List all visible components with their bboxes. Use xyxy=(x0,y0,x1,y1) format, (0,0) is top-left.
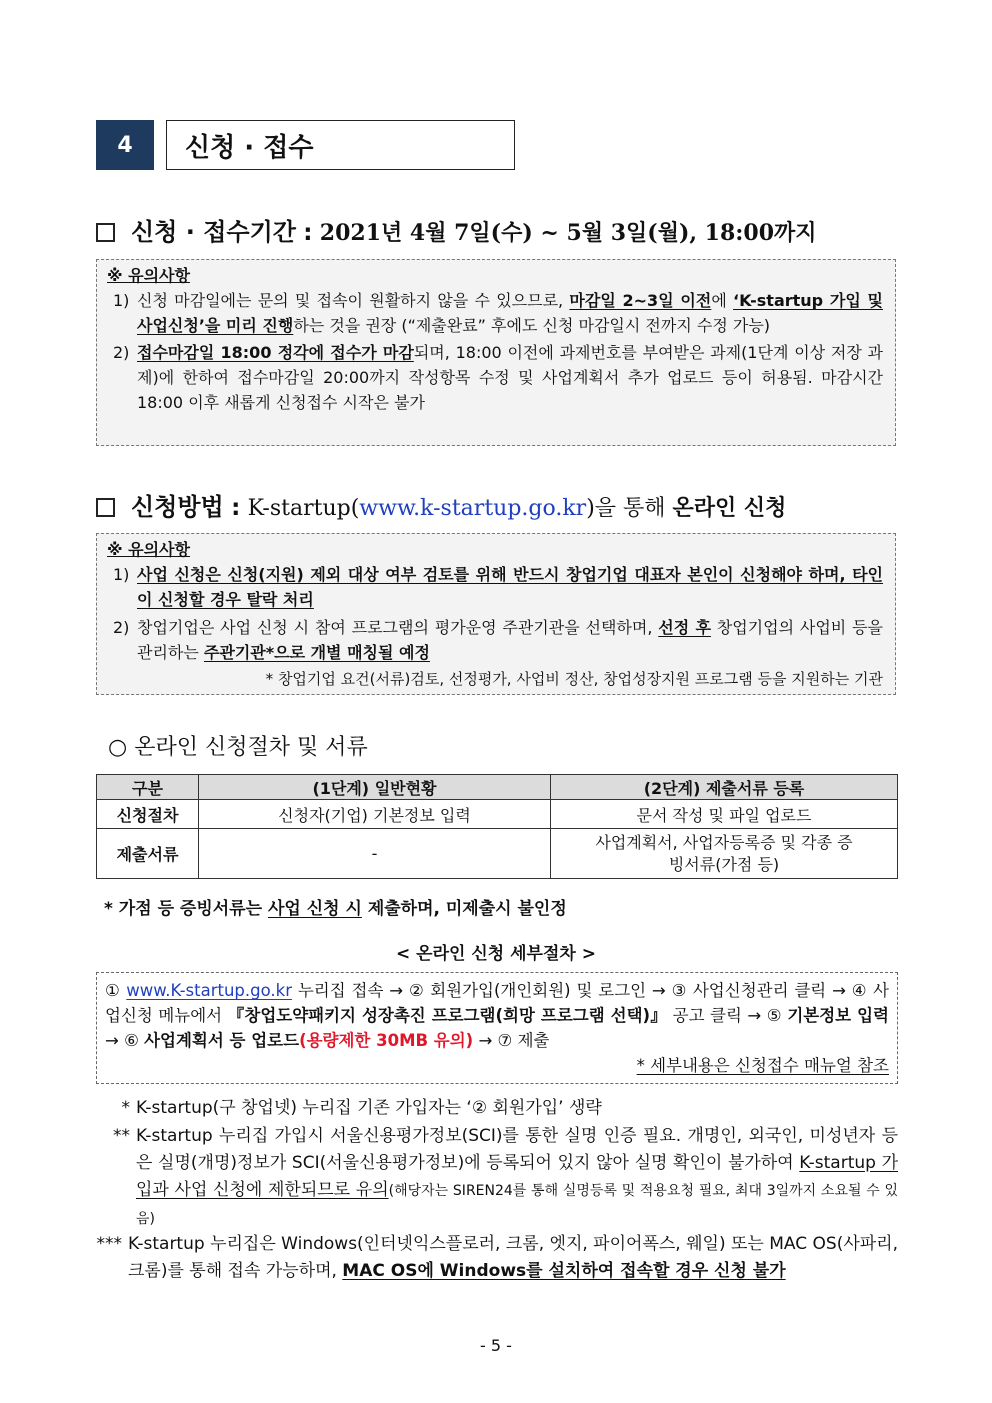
table-row xyxy=(97,800,898,829)
table-cell: 신청절차 xyxy=(97,800,199,829)
section-number: 4 xyxy=(96,120,154,170)
item-text-plain: 창업기업은 사업 신청 시 참여 프로그램의 평가운영 주관기관을 선택하며, xyxy=(137,618,659,637)
period-heading xyxy=(96,212,817,247)
footnote-text xyxy=(128,1231,898,1285)
page-number: - 5 - xyxy=(480,1336,512,1355)
table-header: (2단계) 제출서류 등록 xyxy=(551,775,898,800)
period-value: 2021년 4월 7일(수) ~ 5월 3일(월), 18:00까지 xyxy=(319,220,817,246)
steps-title: < 온라인 신청 세부절차 > xyxy=(396,944,596,964)
item-number: 1) xyxy=(113,291,130,310)
footnote-mark: ** xyxy=(113,1126,130,1146)
table-cell: - xyxy=(199,829,551,879)
checkbox-square-icon xyxy=(96,223,115,242)
footnote-plain: K-startup 누리집 가입시 서울신용평가정보(SCI)를 통한 실명 인증 필요. 개명인, 외국인, 미성년자 등은 실명(개명)정보가 SCI(서울신용평가정보)에 등록되어 있지 않아 실명 확인이 불가하여 xyxy=(136,1126,898,1173)
item-text xyxy=(137,340,883,415)
procedure-table xyxy=(96,774,898,879)
item-number: 2) xyxy=(113,618,130,637)
method-site-suffix: )을 통해 xyxy=(586,496,673,521)
item-text xyxy=(137,288,883,338)
steps-plain: 누리집 접속 → ② 회원가입(개인회원) 및 로그인 → ③ 사업신청관리 클릭 → ④ 사업신청 메뉴에서 xyxy=(105,981,889,1025)
notice-item xyxy=(107,562,883,612)
table-cell: 문서 작성 및 파일 업로드 xyxy=(551,800,898,829)
footnote-text: K-startup(구 창업넷) 누리집 기존 가입자는 ‘② 회원가입’ 생략 xyxy=(136,1098,602,1118)
program-name: 『창업도약패키지 성장촉진 프로그램(희망 프로그램 선택)』 xyxy=(227,1006,668,1025)
steps-reference xyxy=(105,1053,889,1078)
notice-footnote: * 창업기업 요건(서류)검토, 선정평가, 사업비 정산, 창업성장지원 프로그램 등을 지원하는 기관 xyxy=(265,670,883,688)
restriction-emphasis: K-startup 가입과 사업 신청에 제한되므로 유의 xyxy=(136,1153,898,1200)
item-number: 1) xyxy=(113,565,130,584)
steps-plain: → ⑦ 제출 xyxy=(473,1031,550,1050)
mac-restriction-emphasis: MAC OS에 Windows를 설치하여 접속할 경우 신청 불가 xyxy=(342,1261,786,1281)
notice-item xyxy=(107,340,883,415)
method-heading xyxy=(96,487,786,522)
checkbox-square-icon xyxy=(96,498,115,517)
period-label: 신청 · 접수기간 xyxy=(131,218,296,246)
table-header: (1단계) 일반현황 xyxy=(199,775,551,800)
item-text-plain: 신청 마감일에는 문의 및 접속이 원활하지 않을 수 있으므로, xyxy=(137,291,570,310)
deadline-emphasis: 마감일 2~3일 이전 xyxy=(569,291,712,310)
k-startup-link[interactable]: www.k-startup.go.kr xyxy=(359,496,587,521)
notice-box-period xyxy=(96,259,896,446)
footnote-mark: * xyxy=(121,1098,130,1118)
footnote-mark: *** xyxy=(96,1234,122,1254)
table-cell: 사업계획서, 사업자등록증 및 각종 증빙서류(가점 등) xyxy=(551,829,898,879)
evidence-note-pre: * 가점 등 증빙서류는 xyxy=(104,899,268,919)
k-startup-url-link[interactable]: www.K-startup.go.kr xyxy=(126,981,292,1000)
footnote-plain: K-startup 누리집은 Windows(인터넷익스플로러, 크롬, 엣지, 파이어폭스, 웨일) 또는 MAC OS(사파리, 크롬)를 통해 접속 가능하며, xyxy=(128,1234,898,1281)
item-text-plain: 되며, 18:00 이전에 과제번호를 부여받은 과제(1단계 이상 저장 과제)에 한하여 접수마감일 20:00까지 작성항목 수정 및 사업계획서 추가 업로드 등이 허용됨. 마감시간 18:00 이후 새롭게 신청접수 시작은 불가 xyxy=(137,343,883,412)
table-header-row xyxy=(97,775,898,800)
table-row xyxy=(97,829,898,879)
steps-plain: 공고 클릭 → ⑤ xyxy=(667,1006,788,1025)
footnote-2 xyxy=(104,1123,898,1233)
notice-item xyxy=(107,288,883,338)
steps-box xyxy=(96,972,898,1084)
evidence-note xyxy=(104,894,567,919)
manual-reference: * 세부내용은 신청접수 매뉴얼 참조 xyxy=(636,1056,889,1075)
steps-text xyxy=(105,978,889,1053)
closing-emphasis: 접수마감일 18:00 정각에 접수가 마감 xyxy=(137,343,414,362)
method-label: 신청방법 xyxy=(131,493,224,521)
basic-info-step: 기본정보 입력 xyxy=(787,1006,889,1025)
notice-item xyxy=(107,615,883,665)
evidence-note-post: 제출하며, 미제출시 불인정 xyxy=(361,899,567,919)
section-title: 신청 · 접수 xyxy=(166,120,515,170)
item-text xyxy=(137,615,883,665)
applicant-emphasis: 사업 신청은 신청(지원) 제외 대상 여부 검토를 위해 반드시 창업기업 대표자 본인이 신청해야 하며, 타인이 신청할 경우 탈락 처리 xyxy=(137,565,883,609)
matching-emphasis: 주관기관*으로 개별 매칭될 예정 xyxy=(203,643,430,662)
online-heading: ○ 온라인 신청절차 및 서류 xyxy=(108,735,368,760)
steps-plain: → ⑥ xyxy=(105,1031,145,1050)
footnote-1 xyxy=(104,1095,898,1122)
item-text-plain: 에 xyxy=(711,291,734,310)
notice-box-method xyxy=(96,533,896,695)
selection-emphasis: 선정 후 xyxy=(658,618,711,637)
table-cell: 제출서류 xyxy=(97,829,199,879)
step-number: ① xyxy=(105,981,121,1000)
siren24-note: (해당자는 SIREN24를 통해 실명등록 및 적용요청 필요, 최대 3일까지 소요될 수 있음) xyxy=(136,1183,898,1227)
period-colon: : xyxy=(303,220,313,246)
footnote-text xyxy=(136,1123,898,1233)
method-mode: 온라인 신청 xyxy=(672,495,787,521)
footnote-3 xyxy=(96,1231,898,1285)
item-text-plain: 창업기업의 사업비 등을 관리하는 xyxy=(137,618,883,662)
upload-step: 사업계획서 등 업로드 xyxy=(144,1031,300,1050)
notice-title: ※ 유의사항 xyxy=(107,266,190,285)
method-colon: : xyxy=(231,495,241,521)
register-emphasis: ‘K-startup 가입 및 사업신청’을 미리 진행 xyxy=(137,291,883,335)
table-header: 구분 xyxy=(97,775,199,800)
notice-title: ※ 유의사항 xyxy=(107,540,190,559)
item-number: 2) xyxy=(113,343,130,362)
item-text-plain: 하는 것을 권장 (“제출완료” 후에도 신청 마감일시 전까지 수정 가능) xyxy=(293,316,771,335)
evidence-note-emphasis: 사업 신청 시 xyxy=(267,899,362,919)
method-site-prefix: K-startup( xyxy=(247,496,360,521)
size-limit-warning: (용량제한 30MB 유의) xyxy=(299,1031,474,1050)
table-cell: 신청자(기업) 기본정보 입력 xyxy=(199,800,551,829)
